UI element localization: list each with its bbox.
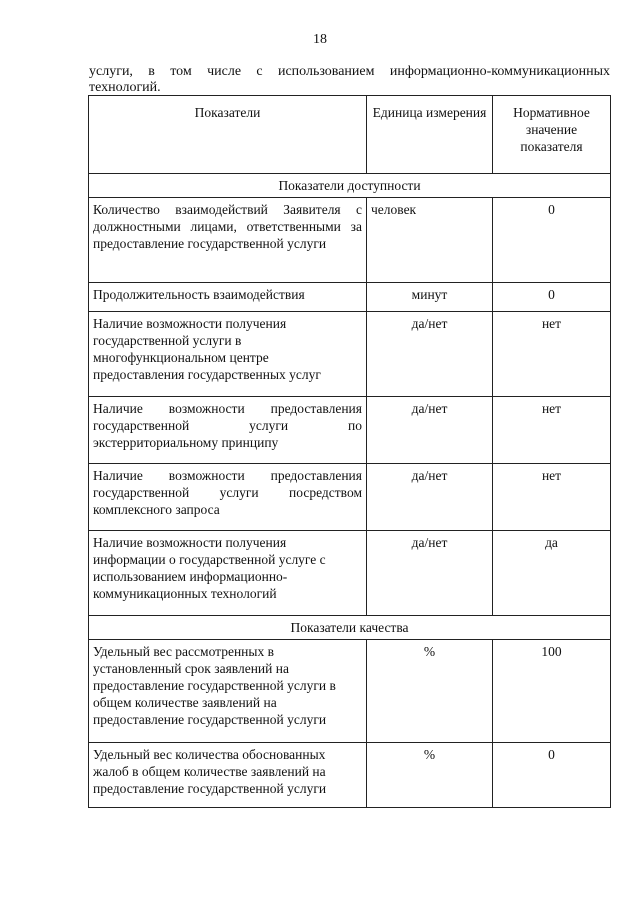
value-cell: 100 — [493, 640, 611, 743]
section-title-quality: Показатели качества — [89, 616, 611, 640]
value-cell: 0 — [493, 198, 611, 283]
value-cell: 0 — [493, 743, 611, 808]
indicator-cell: Наличие возможности предоставления государственной услуги посредством комплексного запроса — [89, 464, 367, 531]
unit-cell: % — [367, 743, 493, 808]
unit-cell: да/нет — [367, 397, 493, 464]
unit-cell: да/нет — [367, 464, 493, 531]
value-cell: да — [493, 531, 611, 616]
section-row — [89, 616, 611, 640]
value-cell: нет — [493, 464, 611, 531]
indicator-cell: Удельный вес рассмотренных в установленный срок заявлений на предоставление государственной услуги в общем количестве заявлений на предоставление государственной услуги — [89, 640, 367, 743]
indicator-cell: Наличие возможности предоставления государственной услуги по экстерриториальному принципу — [89, 397, 367, 464]
indicator-cell: Продолжительность взаимодействия — [89, 283, 367, 312]
table-row — [89, 531, 611, 616]
table-row — [89, 640, 611, 743]
table-row — [89, 397, 611, 464]
unit-cell: да/нет — [367, 531, 493, 616]
indicator-cell: Наличие возможности получения государственной услуги в многофункциональном центре предоставления государственных услуг — [89, 312, 367, 397]
unit-cell: да/нет — [367, 312, 493, 397]
indicator-cell: Количество взаимодействий Заявителя с должностными лицами, ответственными за предоставление государственной услуги — [89, 198, 367, 283]
table-row — [89, 464, 611, 531]
table-row — [89, 743, 611, 808]
page-number: 18 — [313, 32, 327, 47]
section-row — [89, 174, 611, 198]
value-cell: нет — [493, 312, 611, 397]
indicators-table — [88, 95, 611, 808]
table-row — [89, 283, 611, 312]
header-indicators: Показатели — [89, 96, 367, 174]
table-row — [89, 312, 611, 397]
indicator-cell: Удельный вес количества обоснованных жалоб в общем количестве заявлений на предоставление государственной услуги — [89, 743, 367, 808]
indicator-cell: Наличие возможности получения информации о государственной услуге с использованием информационно-коммуникационных технологий — [89, 531, 367, 616]
intro-paragraph — [89, 64, 610, 96]
unit-cell: человек — [367, 198, 493, 283]
header-normative-value: Нормативное значение показателя — [493, 96, 611, 174]
section-title-accessibility: Показатели доступности — [89, 174, 611, 198]
unit-cell: минут — [367, 283, 493, 312]
header-unit: Единица измерения — [367, 96, 493, 174]
intro-line: технологий. — [89, 80, 161, 95]
unit-cell: % — [367, 640, 493, 743]
value-cell: 0 — [493, 283, 611, 312]
value-cell: нет — [493, 397, 611, 464]
table-row — [89, 198, 611, 283]
table-header-row — [89, 96, 611, 174]
intro-line: услуги, в том числе с использованием информационно-коммуникационных — [89, 64, 610, 79]
